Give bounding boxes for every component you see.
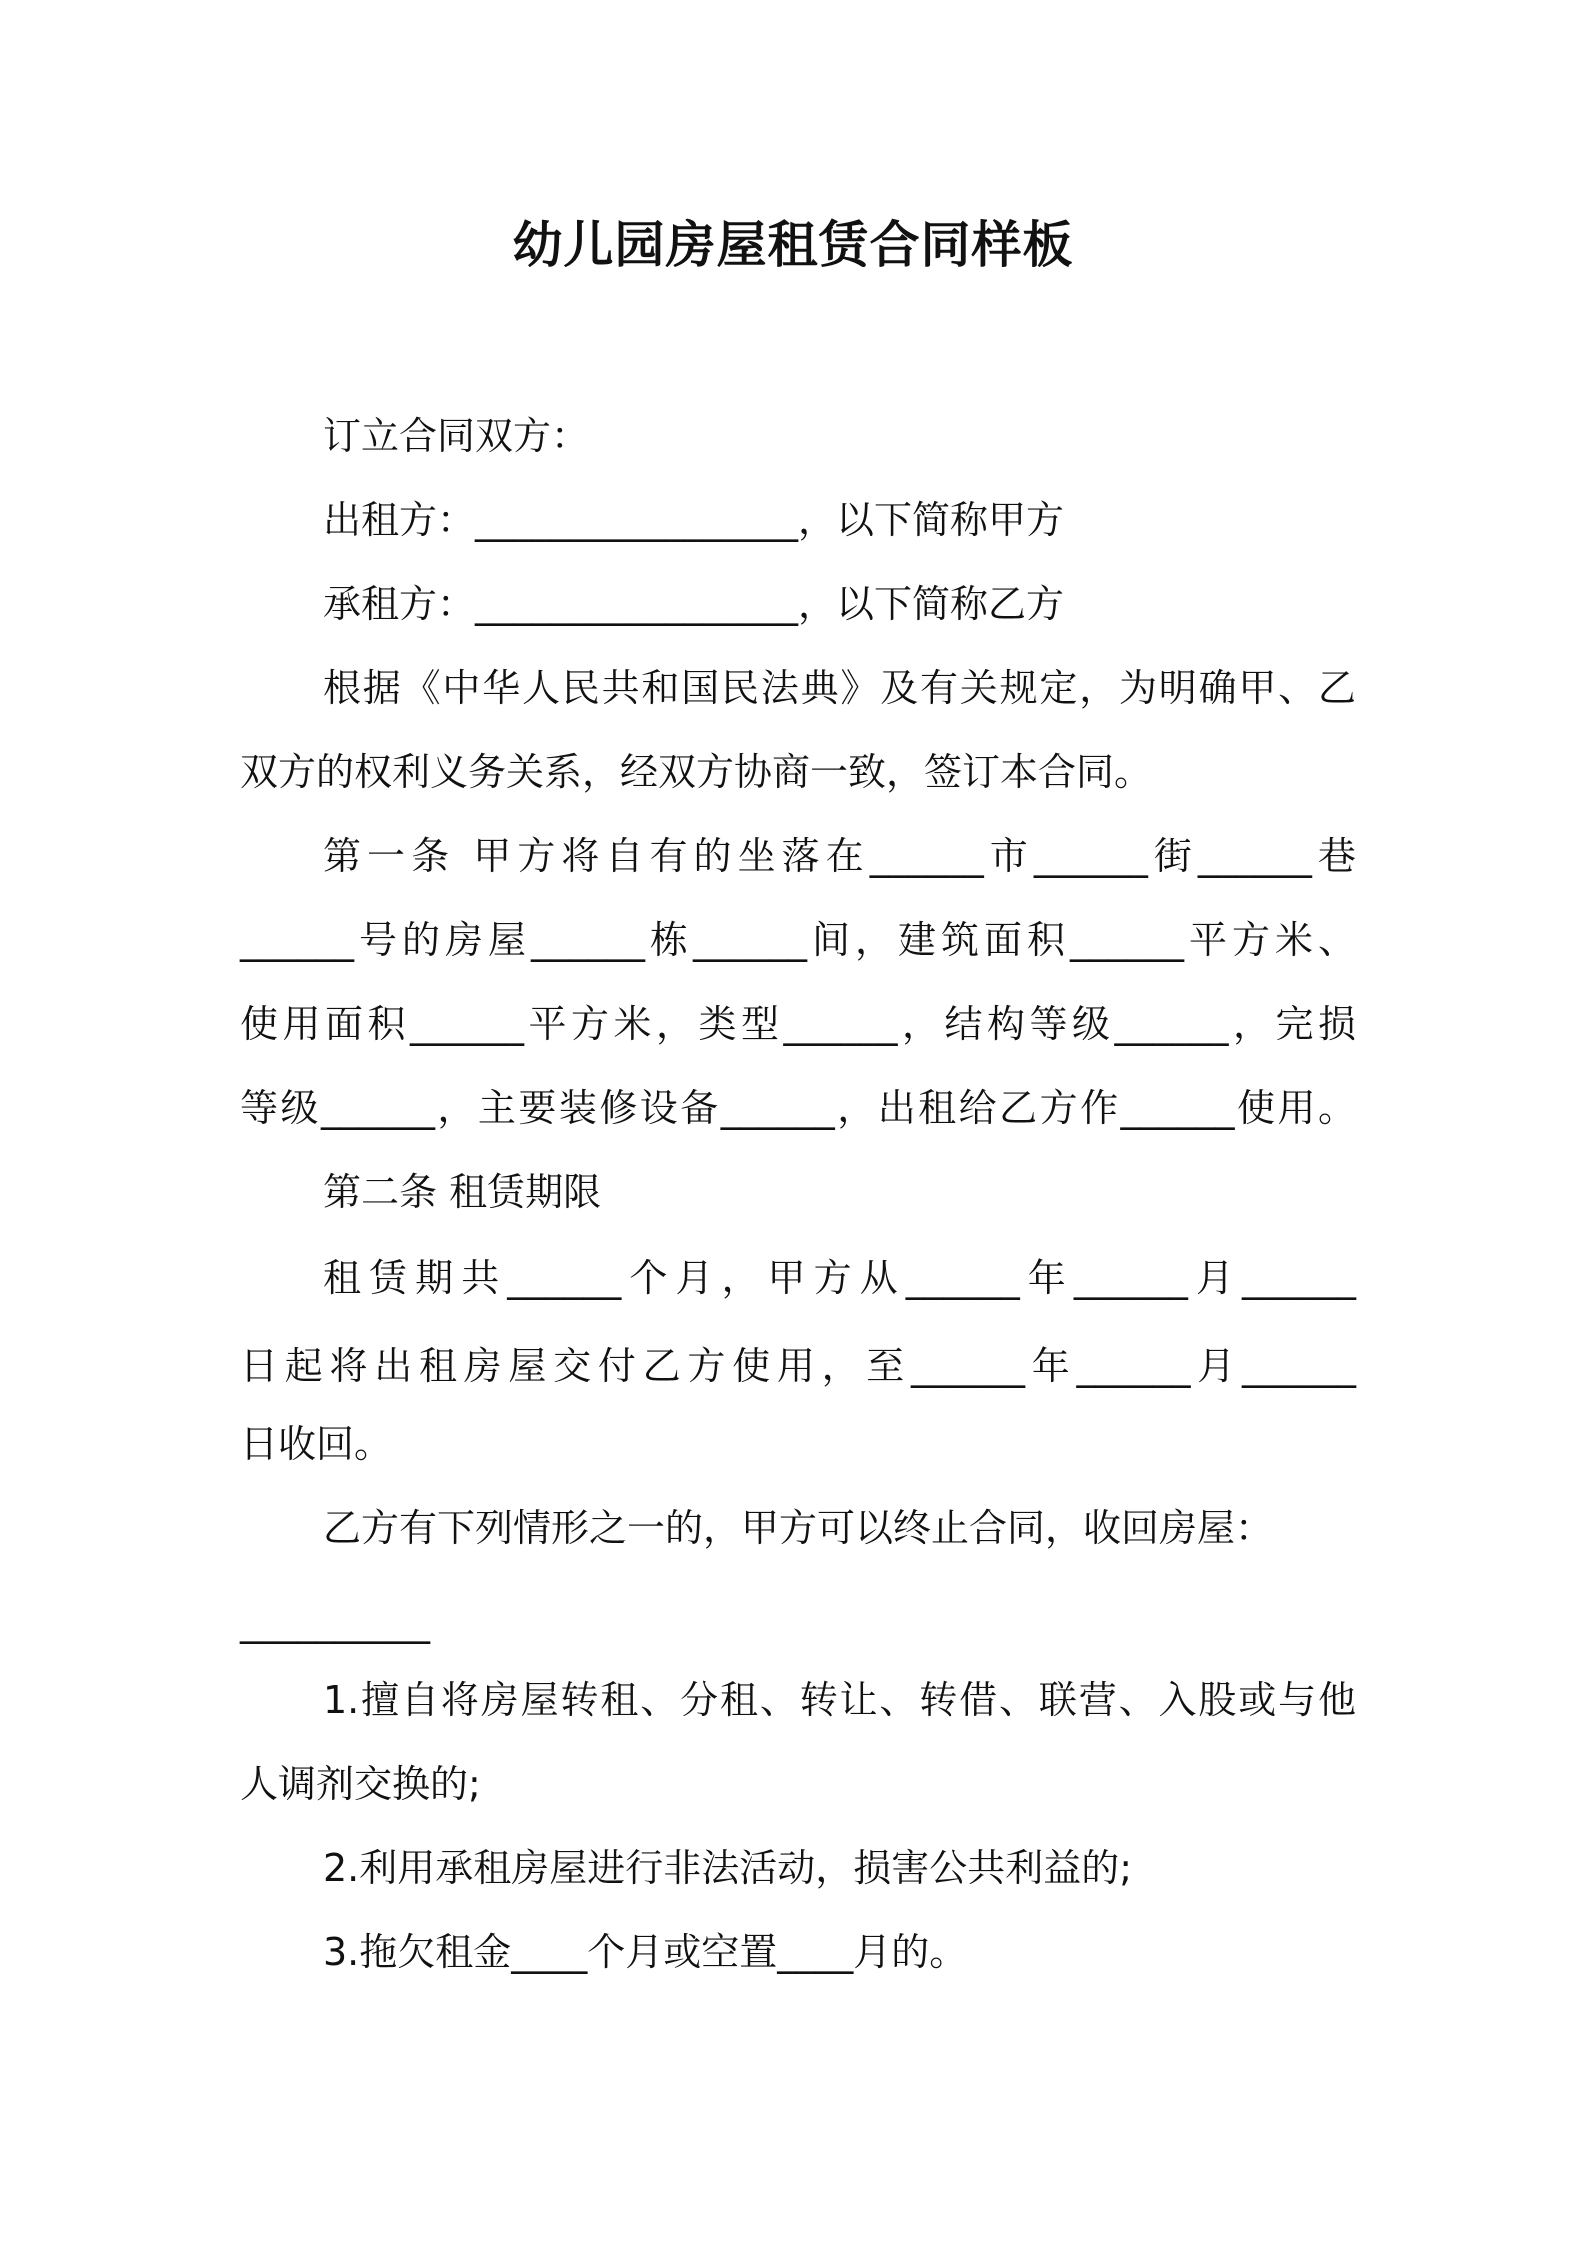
article-1-line-1: 第一条 甲方将自有的坐落在______市______街______巷: [323, 834, 1356, 878]
clause-1-line-1: 1.擅自将房屋转租、分租、转让、转借、联营、入股或与他: [323, 1678, 1356, 1722]
preamble-line-2: 双方的权利义务关系，经双方协商一致，签订本合同。: [240, 750, 1153, 794]
parties-heading: 订立合同双方：: [323, 414, 590, 458]
article-1-line-2: ______号的房屋______栋______间，建筑面积______平方米、: [240, 918, 1356, 962]
article-1-line-4: 等级______，主要装修设备______，出租给乙方作______使用。: [240, 1086, 1356, 1130]
preamble-line-1: 根据《中华人民共和国民法典》及有关规定，为明确甲、乙: [323, 666, 1356, 710]
term-line-1: 租赁期共______个月，甲方从______年______月______: [323, 1256, 1356, 1300]
clause-3: 3.拖欠租金____个月或空置____月的。: [323, 1930, 968, 1974]
clause-2: 2.利用承租房屋进行非法活动，损害公共利益的;: [323, 1846, 1133, 1890]
lessor-line: 出租方：_________________，以下简称甲方: [323, 498, 1065, 542]
lessee-line: 承租方：_________________，以下简称乙方: [323, 582, 1065, 626]
term-line-3: 日收回。: [240, 1422, 393, 1466]
term-line-2: 日起将出租房屋交付乙方使用，至______年______月______: [240, 1344, 1356, 1388]
clause-1-line-2: 人调剂交换的;: [240, 1762, 481, 1806]
termination-intro: 乙方有下列情形之一的，甲方可以终止合同，收回房屋：: [323, 1506, 1274, 1550]
termination-blank: __________: [240, 1600, 430, 1644]
article-1-line-3: 使用面积______平方米，类型______，结构等级______，完损: [240, 1002, 1356, 1046]
document-title: 幼儿园房屋租赁合同样板: [512, 216, 1074, 274]
article-2-heading: 第二条 租赁期限: [323, 1170, 602, 1214]
